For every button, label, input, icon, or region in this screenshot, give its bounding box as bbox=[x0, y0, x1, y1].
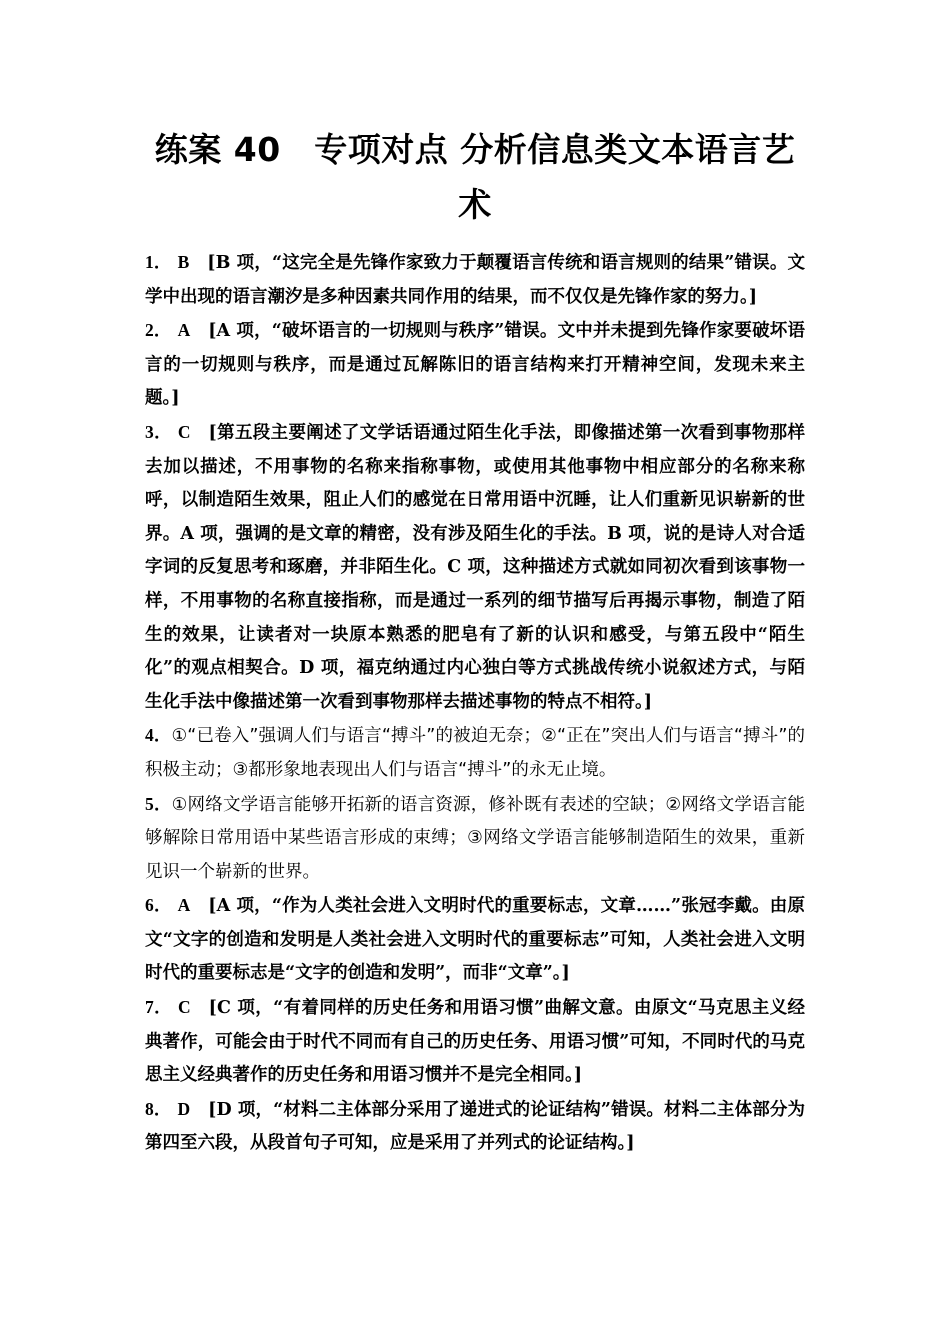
answer-item-8 bbox=[145, 1093, 805, 1161]
answer-key: A bbox=[177, 895, 191, 916]
answer-number: 1． bbox=[145, 252, 172, 272]
answer-explanation: ①“已卷入”强调人们与语言“搏斗”的被迫无奈；②“正在”突出人们与语言“搏斗”的积极主动；③都形象地表现出人们与语言“搏斗”的永无止境。 bbox=[145, 726, 806, 780]
answer-number: 3． bbox=[145, 421, 172, 442]
answer-key: A bbox=[177, 320, 191, 341]
answer-explanation: [第五段主要阐述了文学话语通过陌生化手法，即像描述第一次看到事物那样去加以描述，不用事物的名称来指称事物，或使用其他事物中相应部分的名称来称呼，以制造陌生效果，阻止人们的感觉在日常用语中沉睡，让人们重新见识崭新的世界。A 项，强调的是文章的精密，没有涉及陌生化的手法。B 项，说的是诗人对合适字词的反复思考和琢磨，并非陌生化。C 项，这种描述方式就如同初次看到该事物一样，不用事物的名称直接指称，而是通过一系列的细节描写后再揭示事物，制造了陌生的效果，让读者对一块原本熟悉的肥皂有了新的认识和感受，与第五段中“陌生化”的观点相契合。D 项，福克纳通过内心独白等方式挑战传统小说叙述方式，与陌生化手法中像描述第一次看到事物那样去描述事物的特点不相符。] bbox=[145, 422, 806, 712]
answer-list bbox=[145, 246, 805, 1161]
answer-item-3 bbox=[145, 416, 805, 719]
answer-number: 7． bbox=[145, 997, 173, 1018]
answer-explanation: [B 项，“这完全是先锋作家致力于颠覆语言传统和语言规则的结果”错误。文学中出现的语言潮汐是多种因素共同作用的结果，而不仅仅是先锋作家的努力。] bbox=[145, 253, 805, 307]
answer-item-6 bbox=[145, 889, 805, 991]
answer-key: C bbox=[178, 997, 191, 1018]
answer-number: 2． bbox=[145, 320, 172, 341]
title-line-1: 练案 40 专项对点 分析信息类文本语言艺 bbox=[154, 130, 796, 169]
answer-item-2 bbox=[145, 314, 805, 416]
answer-key: D bbox=[177, 1098, 191, 1119]
answer-explanation: ①网络文学语言能够开拓新的语言资源，修补既有表述的空缺；②网络文学语言能够解除日常用语中某些语言形成的束缚；③网络文学语言能够制造陌生的效果，重新见识一个崭新的世界。 bbox=[145, 794, 806, 882]
answer-key: C bbox=[177, 421, 191, 442]
answer-number: 6． bbox=[145, 895, 172, 916]
answer-key: B bbox=[177, 252, 190, 272]
answer-item-1 bbox=[145, 246, 805, 314]
answer-item-4 bbox=[145, 719, 805, 787]
answer-number: 4． bbox=[145, 725, 172, 746]
answer-explanation: [A 项，“作为人类社会进入文明时代的重要标志，文章……”张冠李戴。由原文“文字的创造和发明是人类社会进入文明时代的重要标志”可知，人类社会进入文明时代的重要标志是“文字的创造和发明”，而非“文章”。] bbox=[145, 896, 805, 984]
answer-number: 8． bbox=[145, 1098, 172, 1119]
answer-item-5 bbox=[145, 788, 805, 890]
answer-number: 5． bbox=[145, 793, 172, 814]
answer-explanation: [D 项，“材料二主体部分采用了递进式的论证结构”错误。材料二主体部分为第四至六段，从段首句子可知，应是采用了并列式的论证结构。] bbox=[145, 1099, 805, 1154]
answer-item-7 bbox=[145, 991, 805, 1093]
answer-explanation: [C 项，“有着同样的历史任务和用语习惯”曲解文意。由原文“马克思主义经典著作，可能会由于时代不同而有自己的历史任务、用语习惯”可知，不同时代的马克思主义经典著作的历史任务和用语习惯并不是完全相同。] bbox=[145, 998, 805, 1086]
answer-explanation: [A 项，“破坏语言的一切规则与秩序”错误。文中并未提到先锋作家要破坏语言的一切规则与秩序，而是通过瓦解陈旧的语言结构来打开精神空间，发现未来主题。] bbox=[145, 321, 805, 409]
page-title bbox=[120, 122, 830, 232]
title-line-2: 术 bbox=[458, 185, 492, 224]
